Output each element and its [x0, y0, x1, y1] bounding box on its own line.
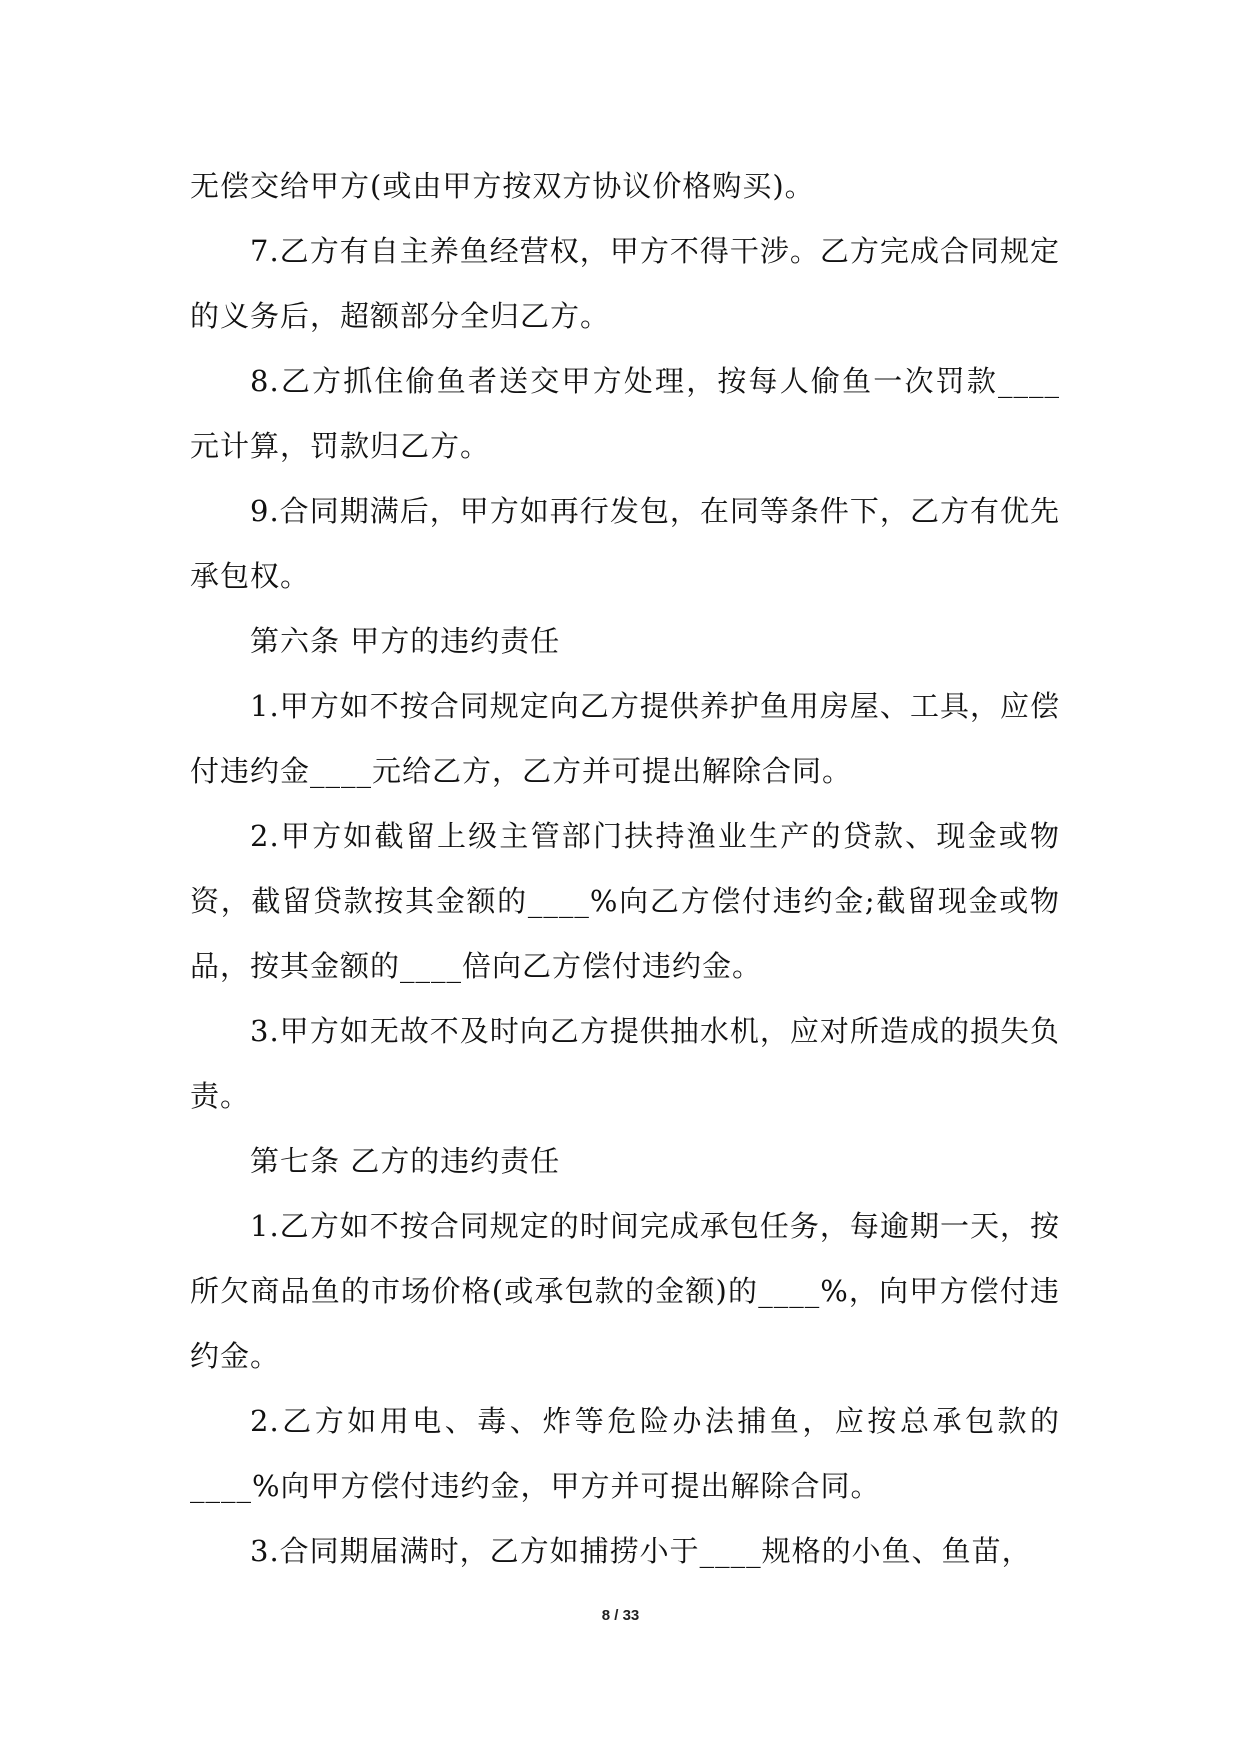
paragraph-continuation: 无偿交给甲方(或由甲方按双方协议价格购买)。 [190, 169, 815, 203]
document-body [190, 154, 1060, 1584]
article-7-heading: 第七条 乙方的违约责任 [250, 1144, 561, 1178]
article-6-heading: 第六条 甲方的违约责任 [250, 624, 561, 658]
clause-6-item-1: 1.甲方如不按合同规定向乙方提供养护鱼用房屋、工具，应偿付违约金____元给乙方，乙方并可提出解除合同。 [190, 689, 1060, 788]
clause-5-item-9: 9.合同期满后，甲方如再行发包，在同等条件下，乙方有优先承包权。 [190, 494, 1060, 593]
clause-7-item-1: 1.乙方如不按合同规定的时间完成承包任务，每逾期一天，按所欠商品鱼的市场价格(或承包款的金额)的____%，向甲方偿付违约金。 [190, 1209, 1060, 1373]
clause-7-item-2: 2.乙方如用电、毒、炸等危险办法捕鱼，应按总承包款的____%向甲方偿付违约金，甲方并可提出解除合同。 [190, 1404, 1060, 1503]
clause-6-item-2: 2.甲方如截留上级主管部门扶持渔业生产的贷款、现金或物资，截留贷款按其金额的____%向乙方偿付违约金;截留现金或物品，按其金额的____倍向乙方偿付违约金。 [190, 819, 1060, 983]
clause-6-item-3: 3.甲方如无故不及时向乙方提供抽水机，应对所造成的损失负责。 [190, 1014, 1060, 1113]
page-number: 8 / 33 [601, 1607, 640, 1624]
clause-5-item-7: 7.乙方有自主养鱼经营权，甲方不得干涉。乙方完成合同规定的义务后，超额部分全归乙方。 [190, 234, 1060, 333]
clause-5-item-8: 8.乙方抓住偷鱼者送交甲方处理，按每人偷鱼一次罚款____元计算，罚款归乙方。 [190, 364, 1060, 463]
clause-7-item-3: 3.合同期届满时，乙方如捕捞小于____规格的小鱼、鱼苗， [250, 1534, 1032, 1568]
